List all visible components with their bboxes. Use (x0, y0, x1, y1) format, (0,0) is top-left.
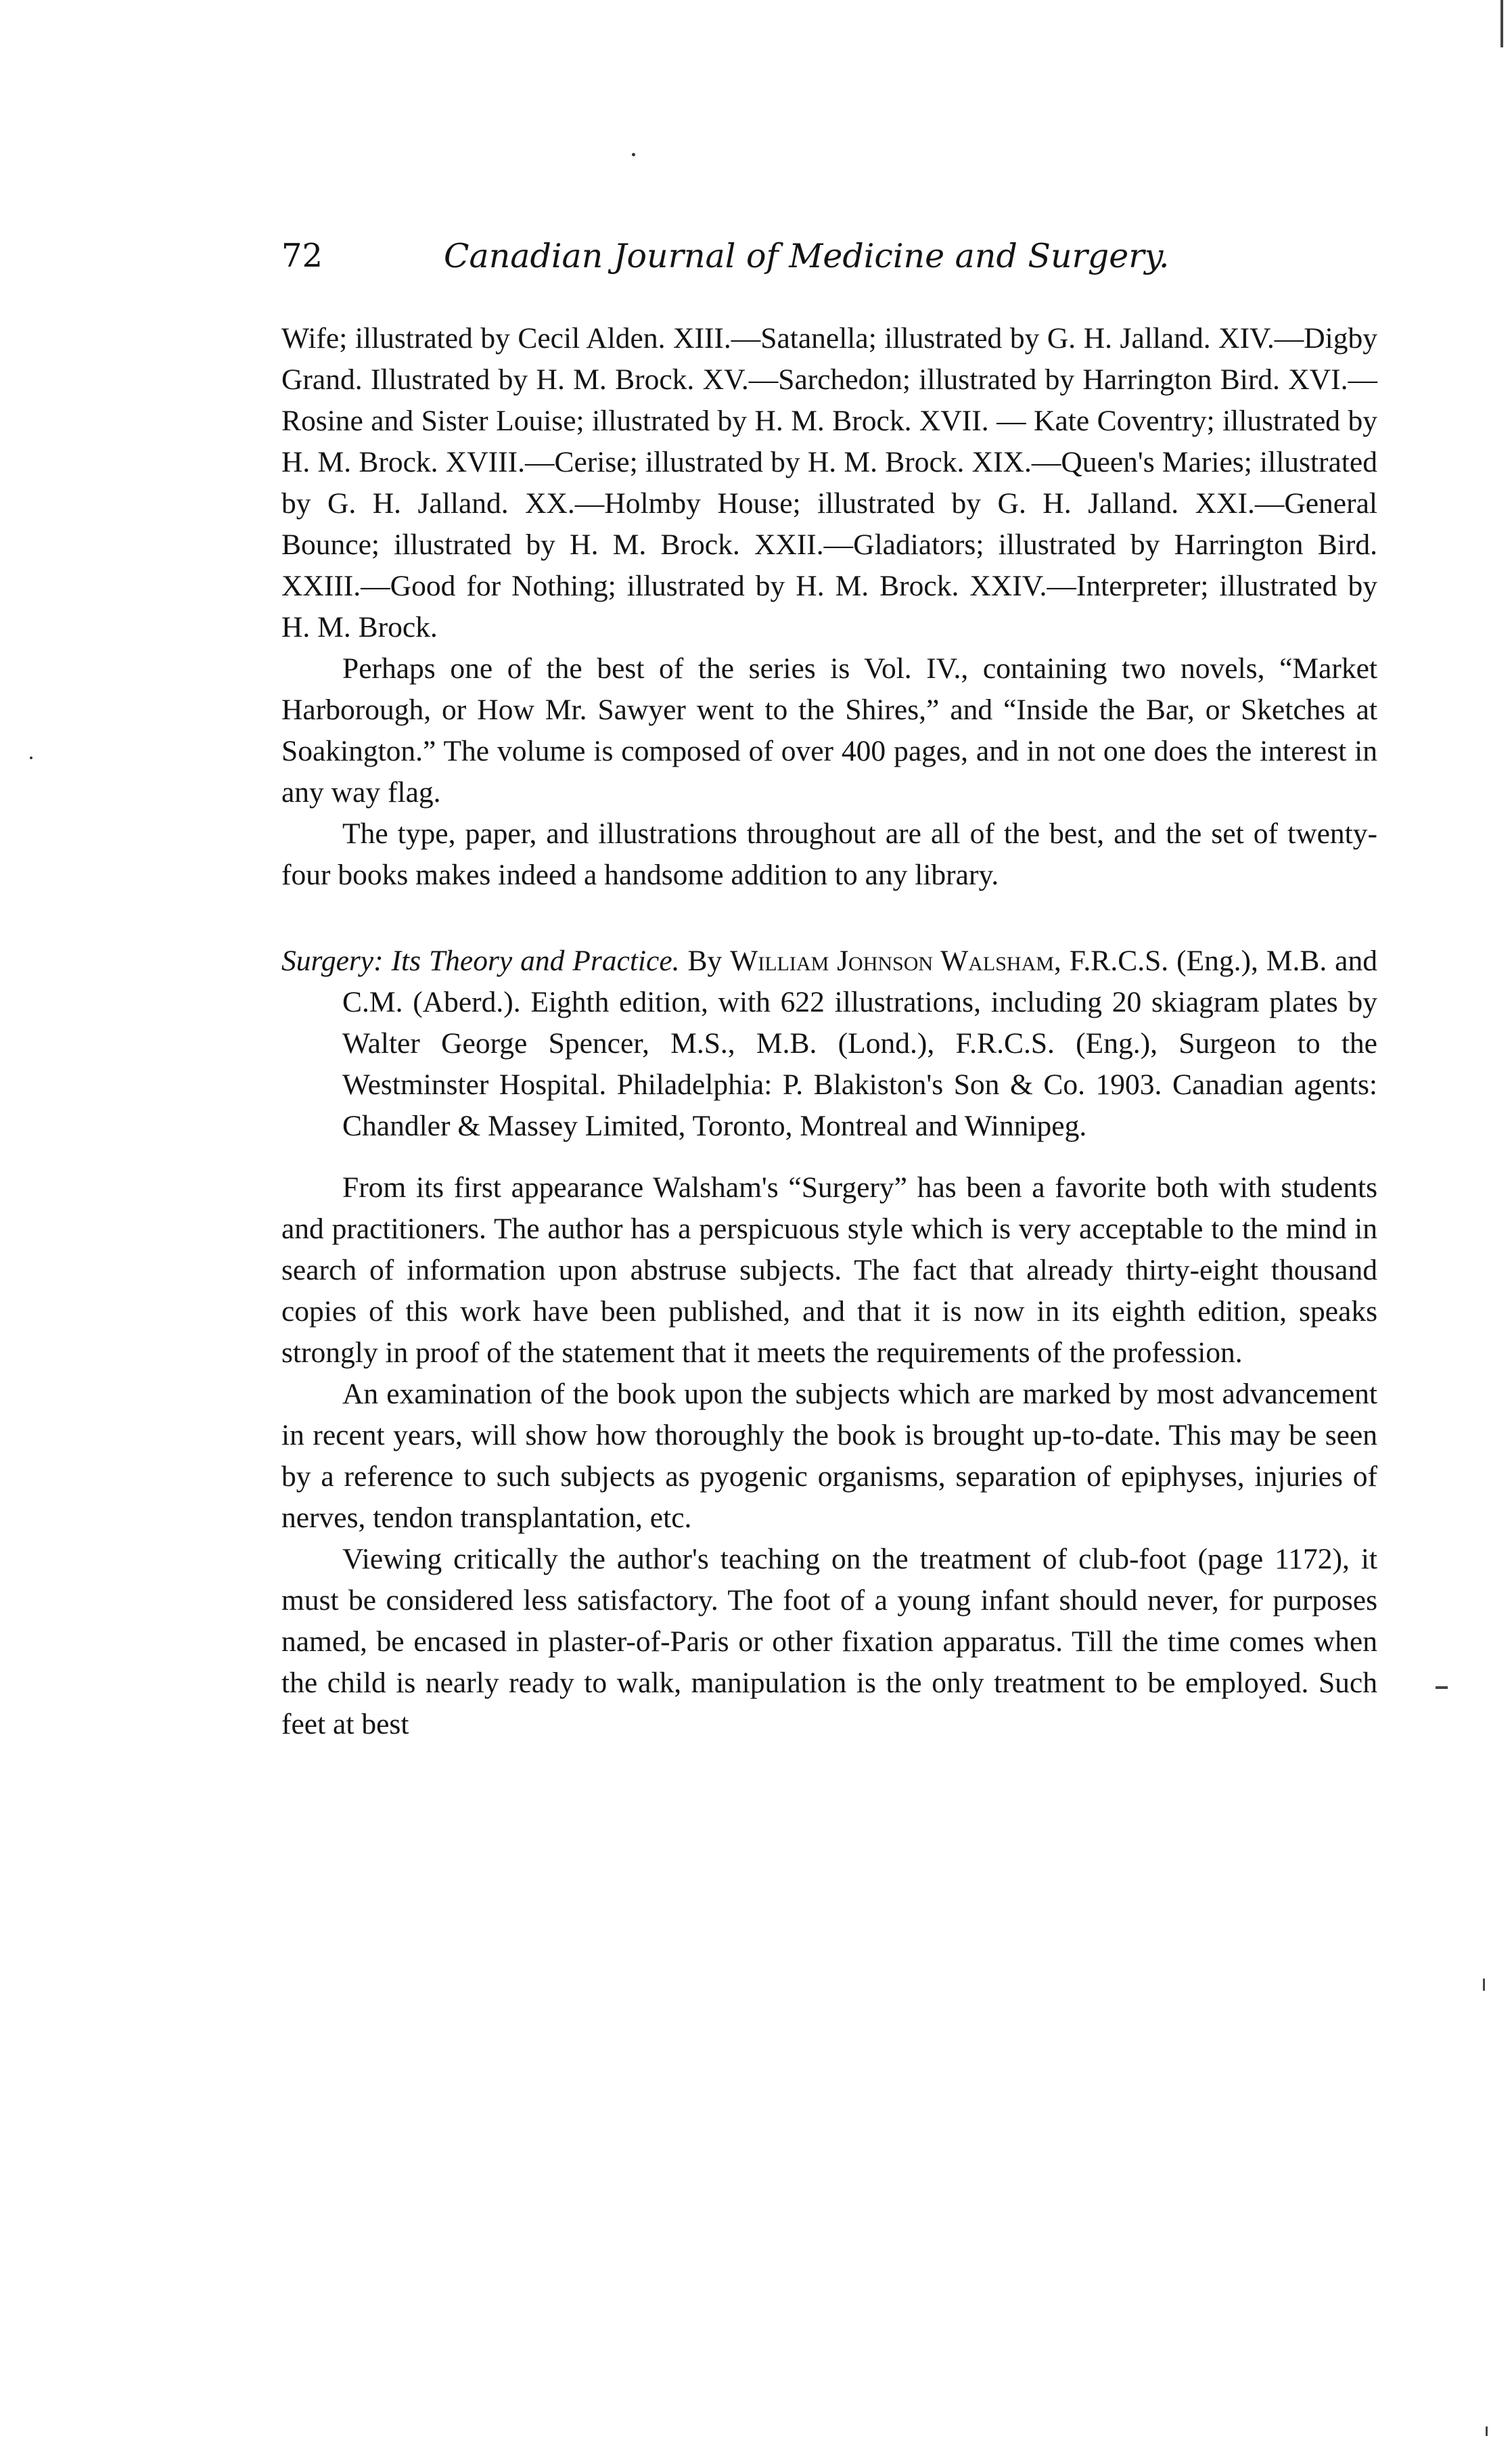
page-number: 72 (281, 237, 323, 275)
review-paragraph-2: An examination of the book upon the subjects which are marked by most advancement in recent years, will show how thoroughly the book is brought up-to-date. This may be seen by a reference to such subjects as pyogenic organisms, separation of epiphyses, injuries of nerves, tendon transplantation, etc. (281, 1378, 1377, 1534)
book-author: William Johnson Walsham (730, 945, 1054, 977)
document-page (281, 230, 1377, 1745)
book-title: Surgery: Its Theory and Practice. (281, 945, 680, 977)
continued-paragraph-2: Perhaps one of the best of the series is Vol. IV., containing two novels, “Market Harborough, or How Mr. Sawyer went to the Shires,” and “Inside the Bar, or Sketches at Soakington.” The volume is composed of over 400 pages, and in not one does the interest in any way flag. (281, 652, 1377, 809)
scan-edge-mark (1486, 2426, 1488, 2436)
scan-edge-mark (1483, 1979, 1485, 1991)
continued-paragraph-1: Wife; illustrated by Cecil Alden. XIII.—Satanella; illustrated by G. H. Jalland. XIV.—Digby Grand. Illustrated by H. M. Brock. XV.—Sarchedon; illustrated by Harrington Bird. XVI.—Rosine and Sister Louise; illustrated by H. M. Brock. XVII. — Kate Coventry; illustrated by H. M. Brock. XVIII.—Cerise; illustrated by H. M. Brock. XIX.—Queen's Maries; illustrated by G. H. Jalland. XX.—Holmby House; illustrated by G. H. Jalland. XXI.—General Bounce; illustrated by H. M. Brock. XXII.—Gladiators; illustrated by Harrington Bird. XXIII.—Good for Nothing; illustrated by H. M. Brock. XXIV.—Interpreter; illustrated by H. M. Brock. (281, 322, 1377, 644)
continued-paragraph-3: The type, paper, and illustrations throughout are all of the best, and the set of twenty-four books makes indeed a handsome addition to any library. (281, 817, 1377, 891)
scan-edge-mark (1436, 1686, 1448, 1689)
scan-edge-mark (1500, 0, 1503, 47)
review-body (281, 1167, 1377, 1745)
scan-speck (30, 757, 32, 759)
review-heading (281, 941, 1377, 1147)
review-paragraph-1: From its first appearance Walsham's “Surgery” has been a favorite both with students and practitioners. The author has a perspicuous style which is very acceptable to the mind in search of information upon abstruse subjects. The fact that already thirty-eight thousand copies of this work have been published, and that it is now in its eighth edition, speaks strongly in proof of the statement that it meets the requirements of the profession. (281, 1171, 1377, 1369)
book-details: , F.R.C.S. (Eng.), M.B. and C.M. (Aberd.). Eighth edition, with 622 illustrations, including 20 skiagram plates by Walter George Spencer, M.S., M.B. (Lond.), F.R.C.S. (Eng.), Surgeon to the Westminster Hospital. Philadelphia: P. Blakiston's Son & Co. 1903. Canadian agents: Chandler & Massey Limited, Toronto, Montreal and Winnipeg. (342, 945, 1377, 1142)
review-by: By (679, 945, 731, 977)
page-header (281, 230, 1377, 291)
running-title: Canadian Journal of Medicine and Surgery. (444, 237, 1170, 275)
scan-speck (632, 153, 635, 156)
review-paragraph-3: Viewing critically the author's teaching on the treatment of club-foot (page 1172), it must be considered less satisfactory. The foot of a young infant should never, for purposes named, be encased in plaster-of-Paris or other fixation apparatus. Till the time comes when the child is nearly ready to walk, manipulation is the only treatment to be employed. Such feet at best (281, 1543, 1377, 1740)
